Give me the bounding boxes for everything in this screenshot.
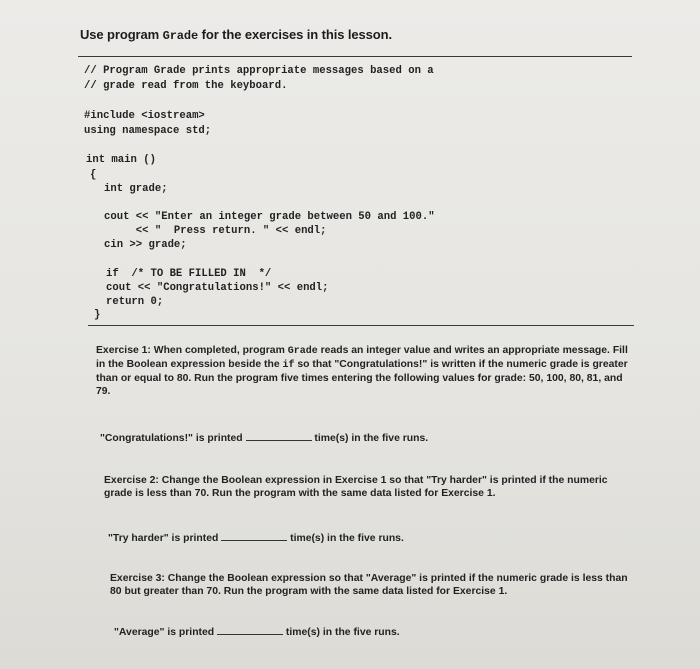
answer-3-prefix: "Average" is printed [114, 627, 215, 638]
exercise-2-label: Exercise 2: [104, 475, 159, 486]
exercise-2-answer [108, 531, 404, 544]
answer-1-suffix: time(s) in the five runs. [314, 433, 429, 444]
code-cout-prompt-cont: << " Press return. " << endl; [104, 225, 327, 237]
exercise-1-text-a: When completed, program [150, 345, 288, 356]
exercise-1-text-c: so that "Congratulations!" is written if the numeric grade is greater than or equal to 80. Run the program five times entering the following values for grade: 50, 100, 80, 81, and 79. [96, 359, 628, 397]
exercise-1-text-b: reads an integer value and writes an appropriate message. Fill in the Boolean expression beside the [96, 345, 628, 370]
exercise-2-body: Change the Boolean expression in Exercise 1 so that "Try harder" is printed if the numeric grade is less than 70. Run the program with the same data listed for Exercise 1. [104, 475, 608, 499]
exercise-1-text [96, 344, 636, 398]
answer-1-blank[interactable] [246, 431, 312, 441]
code-cout-prompt: cout << "Enter an integer grade between 50 and 100." [104, 211, 435, 223]
code-main-signature: int main () [86, 154, 156, 166]
exercise-1-answer [100, 431, 428, 444]
title-prefix: Use program [80, 27, 163, 42]
code-namespace: using namespace std; [84, 125, 212, 137]
bottom-rule [88, 325, 634, 326]
exercise-3-label: Exercise 3: [110, 573, 165, 584]
answer-2-prefix: "Try harder" is printed [108, 533, 219, 544]
code-comment-2: // grade read from the keyboard. [84, 80, 288, 92]
exercise-2-text [104, 474, 634, 500]
code-open-brace: { [90, 169, 97, 181]
code-cout-congrats: cout << "Congratulations!" << endl; [106, 282, 329, 294]
code-include: #include <iostream> [84, 110, 205, 122]
code-if-statement: if /* TO BE FILLED IN */ [106, 268, 272, 280]
exercise-1-keyword: if [282, 360, 295, 371]
exercise-1-label: Exercise 1: [96, 345, 151, 356]
code-close-brace: } [94, 309, 101, 321]
exercise-3-body: Change the Boolean expression so that "Average" is printed if the numeric grade is less than 80 but greater than 70. Run the program with the same data listed for Exercise 1. [110, 573, 628, 597]
title-program: Grade [162, 29, 199, 43]
code-return: return 0; [106, 296, 164, 308]
page-title [80, 27, 392, 43]
top-rule [78, 56, 632, 57]
exercise-3-answer [114, 625, 400, 638]
code-comment-1: // Program Grade prints appropriate messages based on a [84, 65, 434, 77]
answer-2-suffix: time(s) in the five runs. [290, 533, 404, 544]
answer-3-blank[interactable] [217, 625, 283, 635]
answer-1-prefix: "Congratulations!" is printed [100, 433, 243, 444]
exercise-1-program: Grade [287, 346, 318, 357]
code-declaration: int grade; [104, 183, 168, 195]
title-suffix: for the exercises in this lesson. [198, 27, 392, 42]
exercise-3-text [110, 572, 636, 598]
code-cin: cin >> grade; [104, 239, 187, 251]
answer-2-blank[interactable] [221, 531, 287, 541]
answer-3-suffix: time(s) in the five runs. [285, 627, 400, 638]
